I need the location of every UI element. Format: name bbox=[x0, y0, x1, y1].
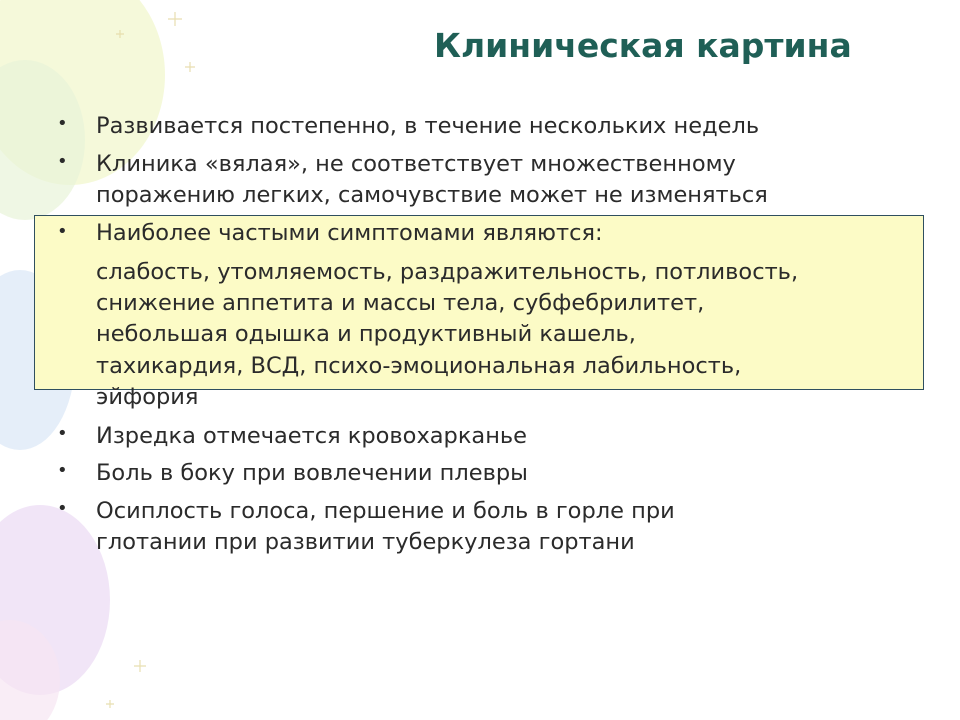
bullet-glyph: • bbox=[57, 151, 68, 172]
bullet-item-5-line-1: Боль в боку при вовлечении плевры bbox=[96, 460, 528, 486]
bullet-glyph: • bbox=[57, 113, 68, 134]
bullet-glyph: • bbox=[57, 221, 68, 242]
symptoms-line-2: снижение аппетита и массы тела, субфебрилитет, bbox=[96, 290, 705, 316]
bullet-item-2-line-1: Клиника «вялая», не соответствует множественному bbox=[96, 151, 736, 177]
symptoms-line-4: тахикардия, ВСД, психо-эмоциональная лабильность, bbox=[96, 353, 742, 379]
symptoms-line-3: небольшая одышка и продуктивный кашель, bbox=[96, 321, 636, 347]
bullet-item-1-line-1: Развивается постепенно, в течение нескольких недель bbox=[96, 113, 760, 139]
bullet-item-6-line-1: Осиплость голоса, першение и боль в горле при bbox=[96, 498, 675, 524]
symptoms-line-5: эйфория bbox=[96, 384, 199, 410]
bullet-item-6-line-2: глотании при развитии туберкулеза гортани bbox=[96, 529, 635, 555]
bullet-item-3-line-1: Наиболее частыми симптомами являются: bbox=[96, 220, 603, 246]
symptoms-line-1: слабость, утомляемость, раздражительность, потливость, bbox=[96, 259, 799, 285]
bullet-item-4-line-1: Изредка отмечается кровохарканье bbox=[96, 423, 528, 449]
slide-title: Клиническая картина bbox=[434, 26, 852, 65]
bullet-item-2-line-2: поражению легких, самочувствие может не изменяться bbox=[96, 182, 768, 208]
bullet-glyph: • bbox=[57, 460, 68, 481]
bullet-glyph: • bbox=[57, 498, 68, 519]
bullet-glyph: • bbox=[57, 423, 68, 444]
